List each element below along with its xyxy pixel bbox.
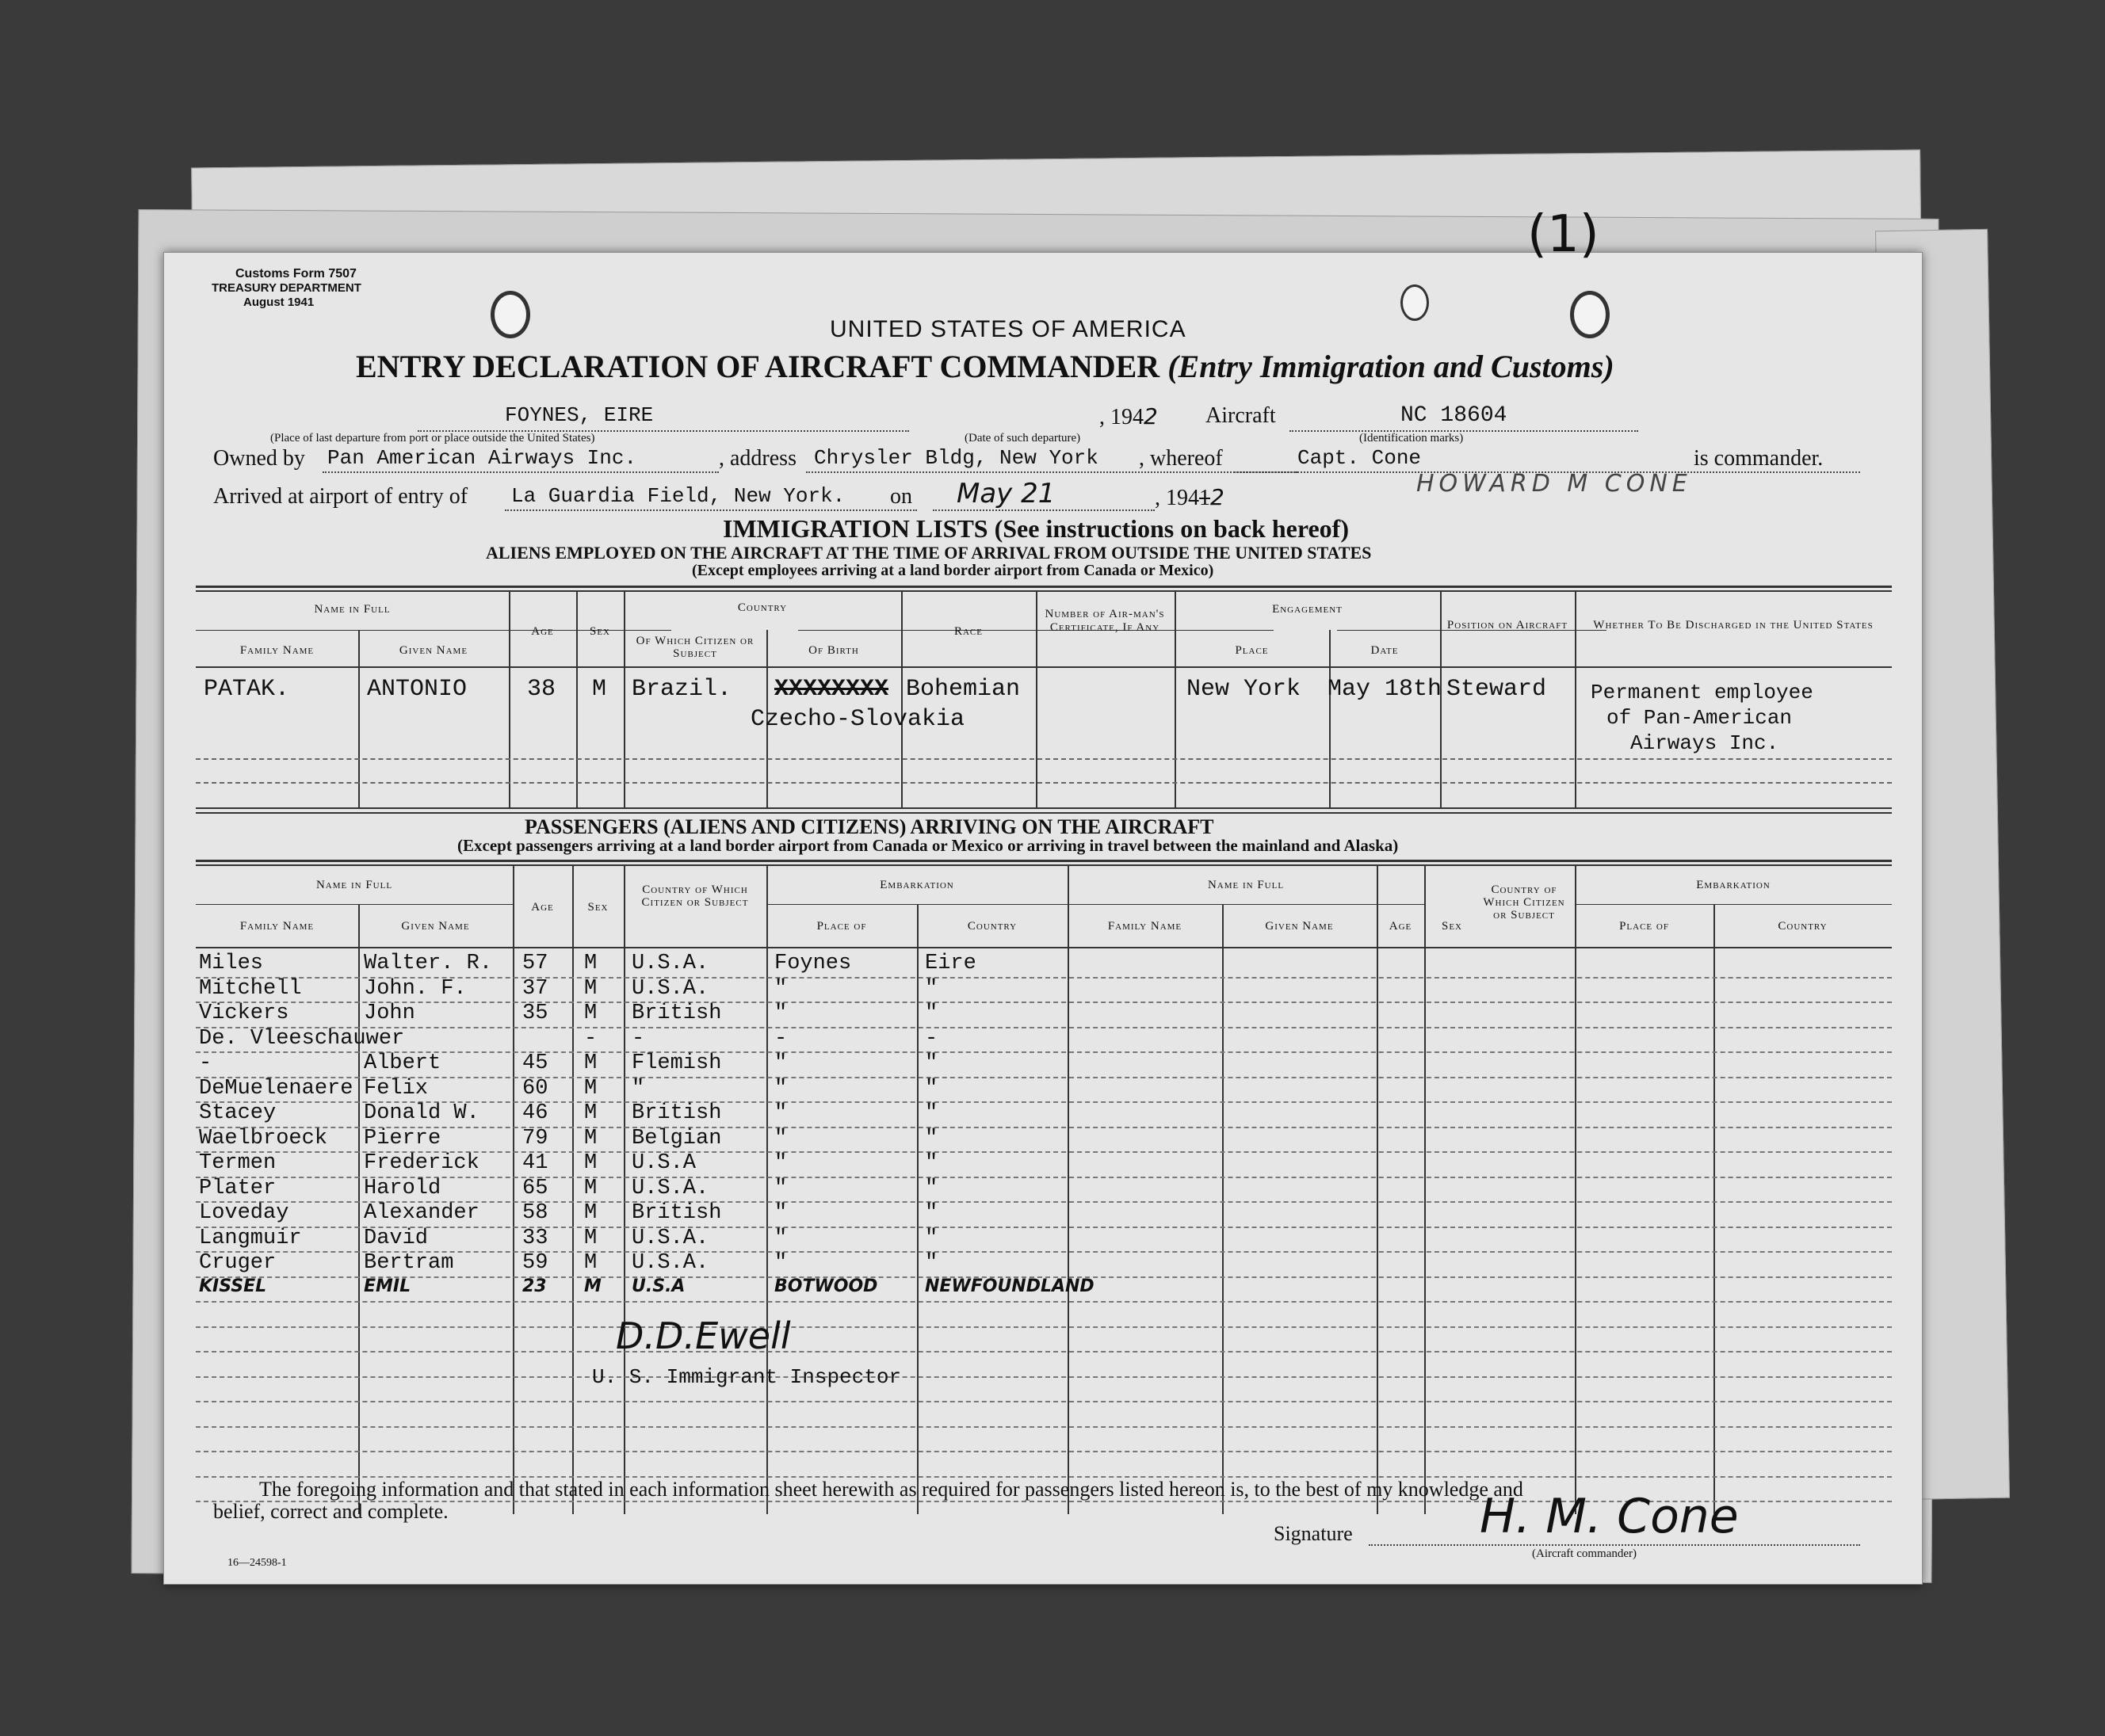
passenger-embark-place: " [774,1201,788,1225]
inspector-title: U. S. Immigrant Inspector [592,1365,902,1389]
passenger-age: 37 [522,976,548,1001]
table-row-rule [196,1002,1892,1003]
commander-name: Capt. Cone [1297,446,1422,470]
passenger-family-name: - [199,1051,212,1075]
passenger-family-name: Miles [199,952,264,975]
passenger-sex: M [584,1276,602,1296]
passenger-age: 65 [522,1176,548,1200]
signature-label: Signature [1274,1522,1353,1545]
pax-col-sex-2: Sex [1441,920,1462,933]
departure-year: , 1942 [1099,403,1158,429]
passenger-embark-place: " [774,1251,788,1275]
passenger-family-name: Termen [199,1151,277,1175]
departure-caption: (Place of last departure from port or place outside the United States) [270,432,595,444]
crew-discharge-2: of Pan-American [1606,706,1793,730]
passenger-embark-country: " [925,1251,938,1275]
passenger-sex: - [584,1026,598,1051]
table-row-rule [196,1077,1892,1078]
passenger-family-name: Waelbroeck [199,1126,328,1150]
passenger-embark-country: " [925,1226,938,1250]
aircraft-label: Aircraft [1205,403,1276,428]
form-number: Customs Form 7507 [235,267,357,280]
passenger-sex: M [584,976,598,1001]
aircraft-id: NC 18604 [1400,403,1507,428]
passenger-embark-place: " [774,1051,788,1075]
immigration-sub1: ALIENS EMPLOYED ON THE AIRCRAFT AT THE TIME OF ARRIVAL FROM OUTSIDE THE UNITED STATES [486,543,1372,563]
immigration-heading: IMMIGRATION LISTS (See instructions on back hereof) [723,514,1349,543]
passengers-sub: (Except passengers arriving at a land border airport from Canada or Mexico or arriving in travel between the mainland and Alaska) [457,836,1399,855]
passenger-embark-place: Foynes [774,952,852,975]
passenger-family-name: Vickers [199,1002,289,1025]
footer-statement-line1: The foregoing information and that stated in each information sheet herewith as required for passengers listed hereon is, to the best of my knowledge and [259,1478,1523,1501]
crew-col-name: Name in Full [314,603,391,616]
crew-race: Bohemian [906,676,1021,703]
passenger-family-name: Stacey [199,1101,277,1125]
passenger-sex: M [584,1101,598,1125]
passenger-family-name: DeMuelenaere [199,1076,353,1101]
pax-col-name: Name in Full [315,879,393,891]
passenger-embark-country: " [925,1151,938,1175]
signature-caption: (Aircraft commander) [1532,1547,1637,1560]
crew-family: PATAK. [204,676,290,703]
passenger-citizen: U.S.A. [632,976,709,1001]
table-row-rule [196,1326,1892,1328]
pax-col-embarkation-2: Embarkation [1696,879,1771,891]
owner-value: Pan American Airways Inc. [327,446,637,470]
crew-col-race: Race [953,625,983,638]
passenger-citizen: British [632,1002,722,1025]
passenger-citizen: U.S.A. [632,1251,709,1275]
passenger-given-name: Pierre [364,1126,441,1150]
passenger-age: 58 [522,1201,548,1225]
crew-col-discharged: Whether To Be Discharged in the United States [1593,619,1874,631]
passenger-given-name: John [364,1002,415,1025]
table-row-rule [196,1351,1892,1353]
passenger-given-name: Alexander [364,1201,479,1225]
passenger-age: 45 [522,1051,548,1075]
crew-discharge-1: Permanent employee [1591,681,1813,704]
passenger-given-name: John. F. [364,976,467,1001]
passenger-embark-country: - [925,1026,938,1051]
pax-col-place-of-2: Place of [1619,920,1669,933]
passenger-citizen: " [632,1076,645,1101]
commander-annotation: HOWARD M CONE [1416,470,1692,498]
title-main: ENTRY DECLARATION OF AIRCRAFT COMMANDER [356,349,1160,384]
pax-col-country-2: Country [1778,920,1828,933]
crew-col-citizen: Of Which Citizen or Subject [636,635,755,660]
passenger-embark-country: " [925,1076,938,1101]
address-label: , address [719,446,797,471]
commander-signature: H. M. Cone [1480,1489,1739,1544]
crew-col-sex: Sex [589,625,610,638]
passenger-embark-country: " [925,1201,938,1225]
passenger-embark-country: " [925,1176,938,1200]
pax-col-name-2: Name in Full [1207,879,1285,891]
passenger-sex: M [584,1051,598,1075]
passenger-family-name: De. Vleeschauwer [199,1026,405,1051]
pax-col-country: Country [967,920,1018,933]
departure-date-caption: (Date of such departure) [965,432,1081,444]
passenger-embark-country: " [925,1002,938,1025]
passenger-embark-country: " [925,1051,938,1075]
table-row-rule [196,1027,1892,1028]
page-mark: (1) [1527,205,1599,264]
aircraft-underline [1289,430,1638,432]
pax-col-citizen: Country of Which Citizen or Subject [641,883,749,909]
pax-col-citizen-2: Country of Which Citizen or Subject [1483,883,1565,921]
crew-given: ANTONIO [367,676,468,703]
passenger-embark-place: " [774,1226,788,1250]
passenger-age: 33 [522,1226,548,1250]
pax-col-family-2: Family Name [1107,920,1182,933]
form-date: August 1941 [243,296,315,309]
crew-birth: Czecho-Slovakia [751,706,965,733]
table-row-rule [196,1301,1892,1303]
arrival-underline [505,509,917,511]
crew-col-country: Country [737,601,788,614]
pax-col-sex: Sex [587,901,609,914]
punch-hole [1400,284,1429,321]
table-row-rule [196,1177,1892,1178]
crew-citizen: Brazil. [632,676,732,703]
commander-suffix: is commander. [1694,446,1824,471]
arrival-date-underline [933,509,1155,511]
passengers-heading: PASSENGERS (ALIENS AND CITIZENS) ARRIVING ON THE AIRCRAFT [525,815,1214,838]
passenger-citizen: Flemish [632,1051,722,1075]
inspector-signature: D.D.Ewell [616,1314,791,1357]
passenger-age: 59 [522,1251,548,1275]
passenger-sex: M [584,1126,598,1150]
passenger-family-name: Mitchell [199,976,302,1001]
passenger-given-name: Harold [364,1176,441,1200]
crew-age: 38 [527,676,556,703]
passenger-given-name: David [364,1226,429,1250]
passenger-citizen: U.S.A. [632,1226,709,1250]
passenger-age: 23 [522,1276,547,1296]
table-row-rule [196,1051,1892,1053]
passenger-age: 35 [522,1002,548,1025]
passenger-embark-place: " [774,1101,788,1125]
passenger-embark-place: " [774,1176,788,1200]
passenger-given-name: Albert [364,1051,441,1075]
passenger-family-name: Langmuir [199,1226,302,1250]
passenger-family-name: Loveday [199,1201,289,1225]
print-code: 16—24598-1 [227,1557,287,1569]
pax-col-embarkation: Embarkation [880,879,954,891]
passenger-age: 60 [522,1076,548,1101]
table-row-rule [196,1401,1892,1402]
immigration-sub2: (Except employees arriving at a land border airport from Canada or Mexico) [692,562,1214,579]
passenger-sex: M [584,952,598,975]
passenger-age: 41 [522,1151,548,1175]
passenger-embark-place: " [774,1076,788,1101]
department: TREASURY DEPARTMENT [212,281,361,295]
footer-statement-line2: belief, correct and complete. [213,1500,449,1523]
passenger-age: 79 [522,1126,548,1150]
table-row-rule [196,1426,1892,1428]
arrival-on-label: on [890,484,912,509]
owner-label: Owned by [213,446,305,471]
arrival-date: May 21 [957,478,1056,509]
passenger-embark-country: " [925,1101,938,1125]
passenger-citizen: U.S.A. [632,952,709,975]
passenger-embark-country: Eire [925,952,976,975]
whereof-label: , whereof [1139,446,1223,471]
passenger-sex: M [584,1201,598,1225]
crew-place: New York [1186,676,1301,703]
table-row-rule [196,1451,1892,1452]
address-underline [806,471,1297,473]
title-parenthetical: (Entry Immigration and Customs) [1167,349,1614,384]
passenger-embark-country: " [925,976,938,1001]
passenger-given-name: Bertram [364,1251,454,1275]
table-row-rule [196,1227,1892,1228]
pax-col-given-2: Given Name [1265,920,1334,933]
pax-col-given: Given Name [401,920,470,933]
passenger-sex: M [584,1251,598,1275]
crew-col-family: Family Name [239,644,315,657]
passenger-citizen: U.S.A. [632,1176,709,1200]
passenger-embark-place: " [774,1126,788,1150]
passenger-given-name: Donald W. [364,1101,479,1125]
address-value: Chrysler Bldg, New York [814,446,1098,470]
passenger-family-name: KISSEL [199,1276,267,1296]
arrival-year: , 19412 [1155,484,1224,510]
passenger-citizen: U.S.A [632,1151,697,1175]
passenger-embark-place: - [774,1026,788,1051]
punch-hole [491,291,530,338]
passenger-family-name: Cruger [199,1251,277,1275]
country-heading: UNITED STATES OF AMERICA [830,316,1186,342]
passenger-sex: M [584,1176,598,1200]
passenger-citizen: British [632,1201,722,1225]
passenger-sex: M [584,1002,598,1025]
passenger-citizen: Belgian [632,1126,722,1150]
passenger-age: 57 [522,952,548,975]
table-row-rule [196,1376,1892,1378]
punch-hole [1570,291,1610,338]
crew-col-date: Date [1370,644,1399,657]
crew-discharge-3: Airways Inc. [1630,731,1779,755]
table-row-rule [196,1127,1892,1128]
passenger-embark-country: NEWFOUNDLAND [925,1276,1095,1296]
pax-col-age-2: Age [1389,920,1412,933]
crew-sex: M [592,676,607,703]
passenger-sex: M [584,1151,598,1175]
departure-place: FOYNES, EIRE [505,403,654,427]
passenger-embark-country: " [925,1126,938,1150]
crew-col-age: Age [531,625,554,638]
passenger-family-name: Plater [199,1176,277,1200]
passenger-citizen: British [632,1101,722,1125]
owner-underline [323,471,719,473]
passenger-sex: M [584,1076,598,1101]
passenger-citizen: - [632,1026,645,1051]
passenger-given-name: Walter. R. [364,952,493,975]
form-title [356,348,1614,385]
arrival-airport: La Guardia Field, New York. [511,484,846,508]
pax-col-place-of: Place of [816,920,867,933]
passenger-given-name: Felix [364,1076,429,1101]
passenger-embark-place: " [774,1002,788,1025]
passenger-age: 46 [522,1101,548,1125]
passenger-embark-place: " [774,1151,788,1175]
aircraft-caption: (Identification marks) [1359,432,1464,444]
passenger-given-name: Frederick [364,1151,479,1175]
pax-col-family: Family Name [239,920,315,933]
crew-date: May 18th [1328,676,1442,703]
crew-col-place: Place [1235,644,1269,657]
crew-col-birth: Of Birth [808,644,859,657]
passenger-embark-place: " [774,976,788,1001]
crew-birth-struck: XXXXXXXX [774,676,889,703]
entry-declaration-form [163,205,1923,1585]
passenger-embark-place: BOTWOOD [774,1276,878,1296]
passenger-given-name: EMIL [364,1276,411,1296]
crew-col-given: Given Name [399,644,468,657]
crew-col-position: Position on Aircraft [1446,619,1568,631]
crew-col-certificate: Number of Air-man's Certificate, If Any [1045,608,1165,634]
crew-col-engagement: Engagement [1272,603,1343,616]
pax-col-age: Age [531,901,554,914]
arrival-label: Arrived at airport of entry of [213,484,468,509]
crew-position: Steward [1446,676,1547,703]
signature-line [1369,1544,1860,1546]
passenger-citizen: U.S.A [632,1276,686,1296]
passenger-sex: M [584,1226,598,1250]
